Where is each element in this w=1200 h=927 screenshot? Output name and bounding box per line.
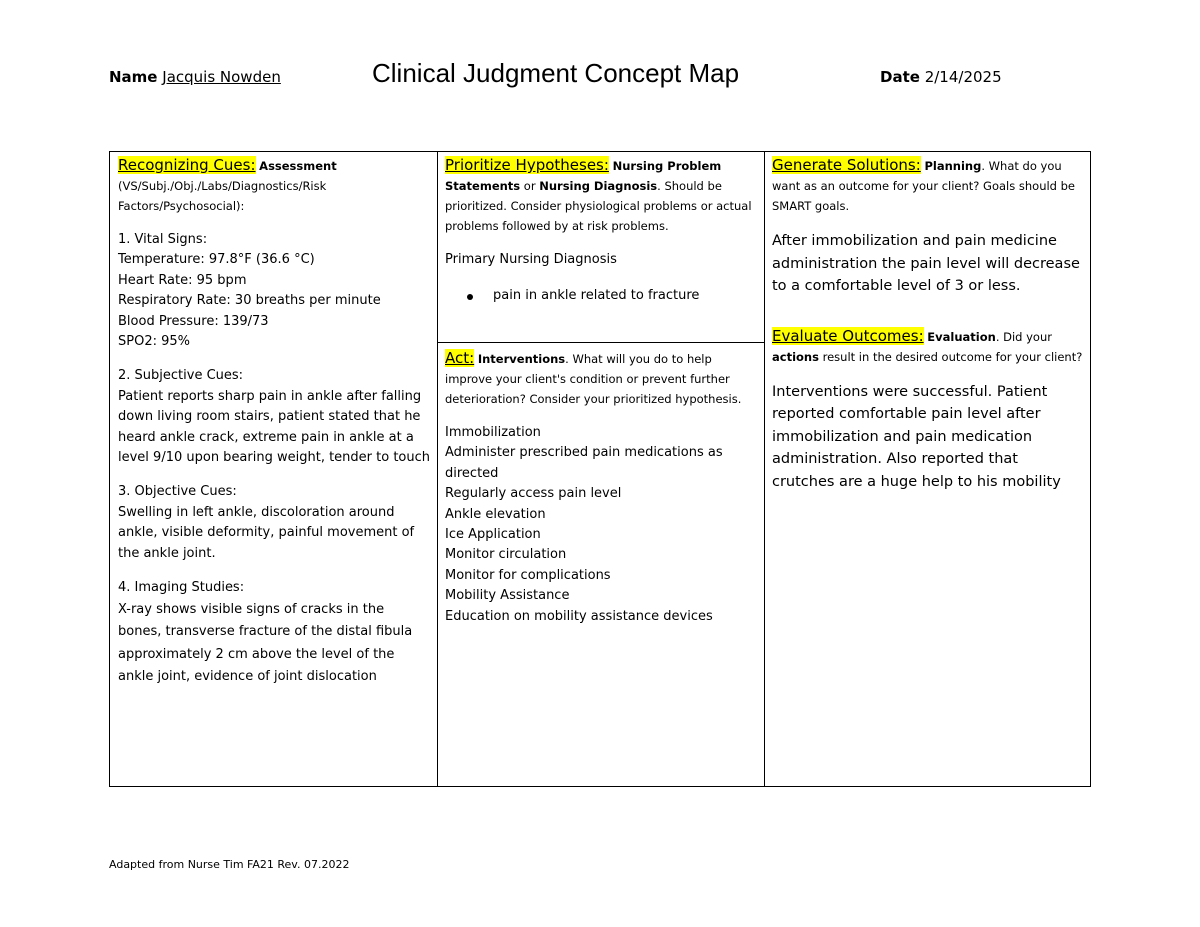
generate-solutions-heading: Generate Solutions:	[772, 156, 921, 174]
subjective-cues-section	[118, 366, 430, 468]
intervention-item: Immobilization	[445, 425, 541, 440]
act-description: . What will you do to help improve your client's condition or prevent further deterioration? Consider your prioritized hypothesis.	[445, 352, 742, 406]
imaging-studies-text: X-ray shows visible signs of cracks in the bones, transverse fracture of the distal fibula approximately 2 cm above the level of the ankle joint, evidence of joint dislocation	[118, 601, 413, 684]
imaging-studies-section	[118, 578, 430, 688]
assessment-label: Assessment	[259, 159, 337, 173]
intervention-item: Education on mobility assistance devices	[445, 608, 713, 624]
act-cell	[439, 348, 764, 627]
diagnosis-bullet-item	[445, 286, 758, 306]
column-divider	[764, 152, 765, 786]
subjective-cues-title: 2. Subjective Cues:	[118, 368, 244, 384]
recognizing-cues-cell	[112, 155, 436, 689]
intervention-item: Regularly access pain level	[445, 486, 622, 502]
objective-cues-title: 3. Objective Cues:	[118, 484, 237, 500]
name-value: Jacquis Nowden	[162, 68, 281, 86]
objective-cues-section	[118, 482, 430, 564]
interventions-label: Interventions	[477, 352, 566, 366]
planning-description: . What do you want as an outcome for your client? Goals should be SMART goals.	[772, 159, 1076, 213]
assessment-description: (VS/Subj./Obj./Labs/Diagnostics/Risk Factors/Psychosocial):	[118, 179, 327, 213]
date-value: 2/14/2025	[924, 68, 1002, 86]
act-heading: Act:	[445, 349, 475, 367]
recognizing-cues-heading: Recognizing Cues:	[118, 156, 256, 174]
footer-note: Adapted from Nurse Tim FA21 Rev. 07.2022	[109, 858, 350, 871]
vital-temperature: Temperature: 97.8°F (36.6 °C)	[118, 252, 315, 268]
planning-label: Planning	[924, 159, 982, 173]
evaluation-text: Interventions were successful. Patient reported comfortable pain level after immobilization and pain medication administration. Also reported that crutches are a huge help to his mobility	[772, 383, 1061, 490]
actions-label: actions	[772, 349, 819, 364]
name-label: Name	[109, 68, 158, 86]
column-divider	[437, 152, 438, 786]
date-label: Date	[880, 68, 920, 86]
bullet-icon	[467, 294, 473, 300]
row-divider	[437, 342, 765, 343]
name-field	[109, 68, 281, 86]
diagnosis-text: pain in ankle related to fracture	[493, 288, 700, 304]
prioritize-connector: or	[520, 179, 540, 193]
interventions-list	[445, 423, 758, 627]
page-title: Clinical Judgment Concept Map	[372, 58, 740, 88]
vital-signs-title: 1. Vital Signs:	[118, 232, 208, 247]
evaluate-outcomes-heading: Evaluate Outcomes:	[772, 326, 924, 345]
vital-signs-section	[118, 230, 430, 352]
intervention-item: Ice Application	[445, 527, 541, 543]
prioritize-hypotheses-cell	[439, 155, 764, 307]
date-field	[880, 68, 1002, 86]
nursing-diagnosis-label: Nursing Diagnosis	[539, 179, 658, 193]
vital-heart-rate: Heart Rate: 95 bpm	[118, 272, 247, 288]
concept-map-table	[109, 151, 1091, 787]
imaging-studies-title: 4. Imaging Studies:	[118, 580, 245, 596]
goal-text: After immobilization and pain medicine administration the pain level will decrease to a comfortable level of 3 or less.	[772, 233, 1080, 294]
intervention-item: Mobility Assistance	[445, 588, 570, 604]
generate-solutions-cell	[766, 155, 1090, 493]
vital-respiratory-rate: Respiratory Rate: 30 breaths per minute	[118, 293, 381, 309]
vital-blood-pressure: Blood Pressure: 139/73	[118, 313, 269, 329]
evaluation-label: Evaluation	[927, 329, 996, 344]
intervention-item: Administer prescribed pain medications as directed	[445, 445, 723, 481]
intervention-item: Ankle elevation	[445, 506, 546, 522]
primary-diagnosis-label: Primary Nursing Diagnosis	[445, 252, 617, 267]
nursing-problem-label: Nursing Problem Statements	[445, 159, 722, 193]
prioritize-description: . Should be prioritized. Consider physiological problems or actual problems followed by at risk problems.	[445, 179, 752, 233]
objective-cues-text: Swelling in left ankle, discoloration around ankle, visible deformity, painful movement of the ankle joint.	[118, 504, 415, 561]
evaluation-connector: . Did your	[995, 329, 1052, 344]
intervention-item: Monitor circulation	[445, 547, 567, 563]
subjective-cues-text: Patient reports sharp pain in ankle after falling down living room stairs, patient stated that he heard ankle crack, extreme pain in ankle at a level 9/10 upon bearing weight, tender to touch	[118, 388, 430, 466]
vital-spo2: SPO2: 95%	[118, 334, 191, 350]
prioritize-hypotheses-heading: Prioritize Hypotheses:	[445, 156, 609, 174]
evaluation-description: result in the desired outcome for your client?	[818, 349, 1083, 364]
intervention-item: Monitor for complications	[445, 567, 611, 583]
